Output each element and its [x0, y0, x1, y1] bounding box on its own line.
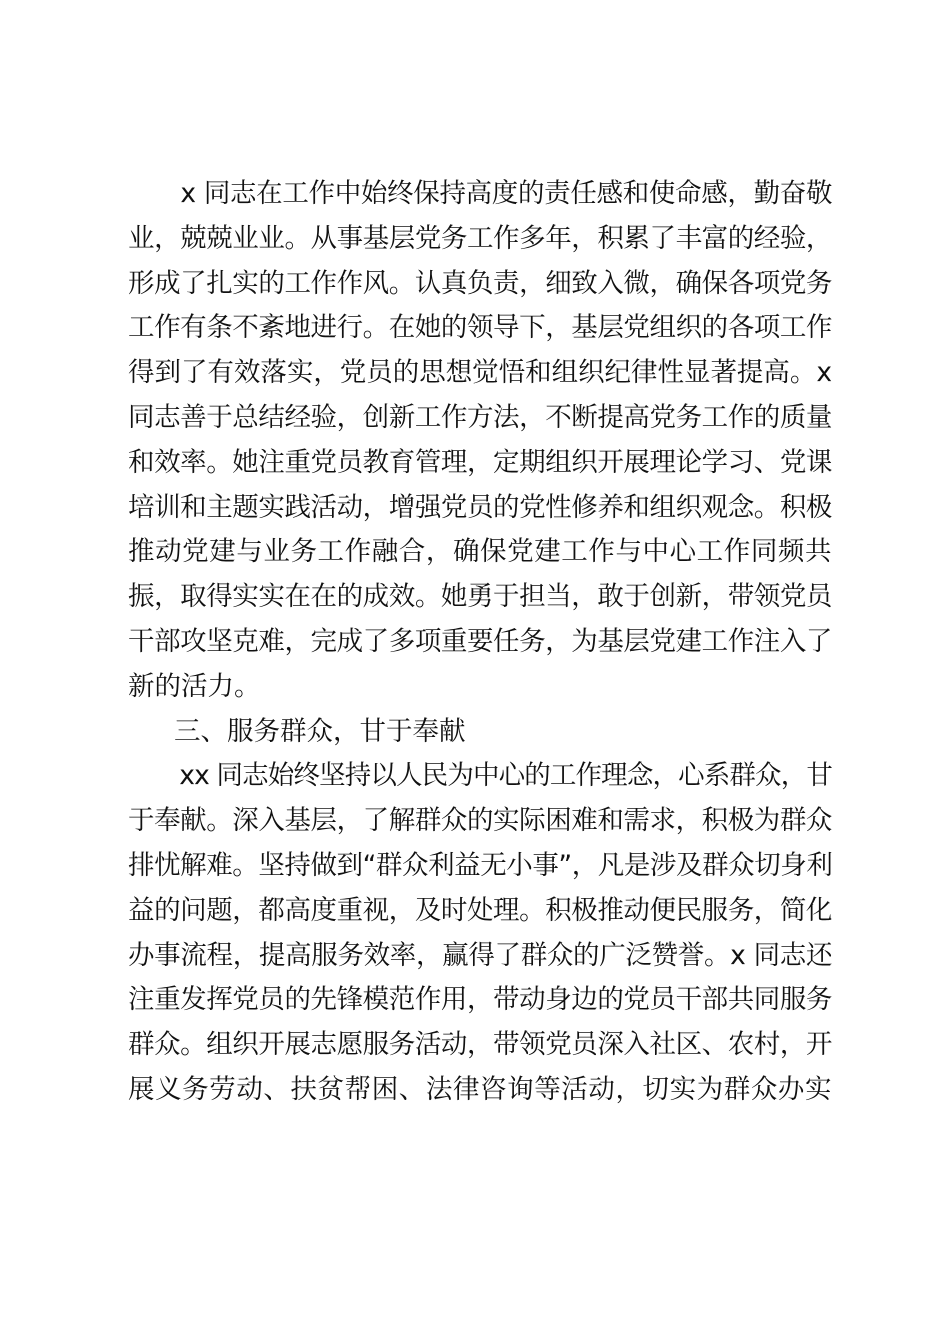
text-line: 形成了扎实的工作作风。认真负责，细致入微，确保各项党务	[128, 267, 832, 299]
text-line: 培训和主题实践活动，增强党员的党性修养和组织观念。积极	[128, 491, 832, 523]
text-line: 同志善于总结经验，创新工作方法，不断提高党务工作的质量	[128, 401, 832, 433]
text-line: 和效率。她注重党员教育管理，定期组织开展理论学习、党课	[128, 446, 832, 478]
section-heading: 三、服务群众，甘于奉献	[174, 715, 466, 747]
text-line: 新的活力。	[128, 670, 261, 702]
text-line: 办事流程，提高服务效率，赢得了群众的广泛赞誉。x 同志还	[128, 939, 832, 971]
text-line: 得到了有效落实，党员的思想觉悟和组织纪律性显著提高。x	[128, 357, 832, 389]
text-line: x 同志在工作中始终保持高度的责任感和使命感，勤奋敬	[128, 178, 832, 209]
document-body	[128, 172, 832, 1113]
text-line: 推动党建与业务工作融合，确保党建工作与中心工作同频共	[128, 536, 832, 568]
text-line: 益的问题，都高度重视，及时处理。积极推动便民服务，简化	[128, 894, 832, 926]
text-line: 展义务劳动、扶贫帮困、法律咨询等活动，切实为群众办实	[128, 1073, 832, 1105]
text-line: 排忧解难。坚持做到“群众利益无小事”，凡是涉及群众切身利	[128, 849, 832, 881]
text-line: 群众。组织开展志愿服务活动，带领党员深入社区、农村，开	[128, 1029, 832, 1061]
paragraph-serve-the-people	[128, 754, 832, 1112]
text-line: 于奉献。深入基层，了解群众的实际困难和需求，积极为群众	[128, 805, 832, 837]
text-line: 干部攻坚克难，完成了多项重要任务，为基层党建工作注入了	[128, 625, 832, 657]
text-line: 注重发挥党员的先锋模范作用，带动身边的党员干部共同服务	[128, 984, 832, 1016]
text-line: xx 同志始终坚持以人民为中心的工作理念，心系群众，甘	[128, 760, 832, 792]
text-line: 业，兢兢业业。从事基层党务工作多年，积累了丰富的经验，	[128, 222, 832, 254]
paragraph-work-attitude	[128, 172, 832, 710]
text-line: 振，取得实实在在的成效。她勇于担当，敢于创新，带领党员	[128, 581, 832, 613]
text-line: 工作有条不紊地进行。在她的领导下，基层党组织的各项工作	[128, 312, 832, 344]
